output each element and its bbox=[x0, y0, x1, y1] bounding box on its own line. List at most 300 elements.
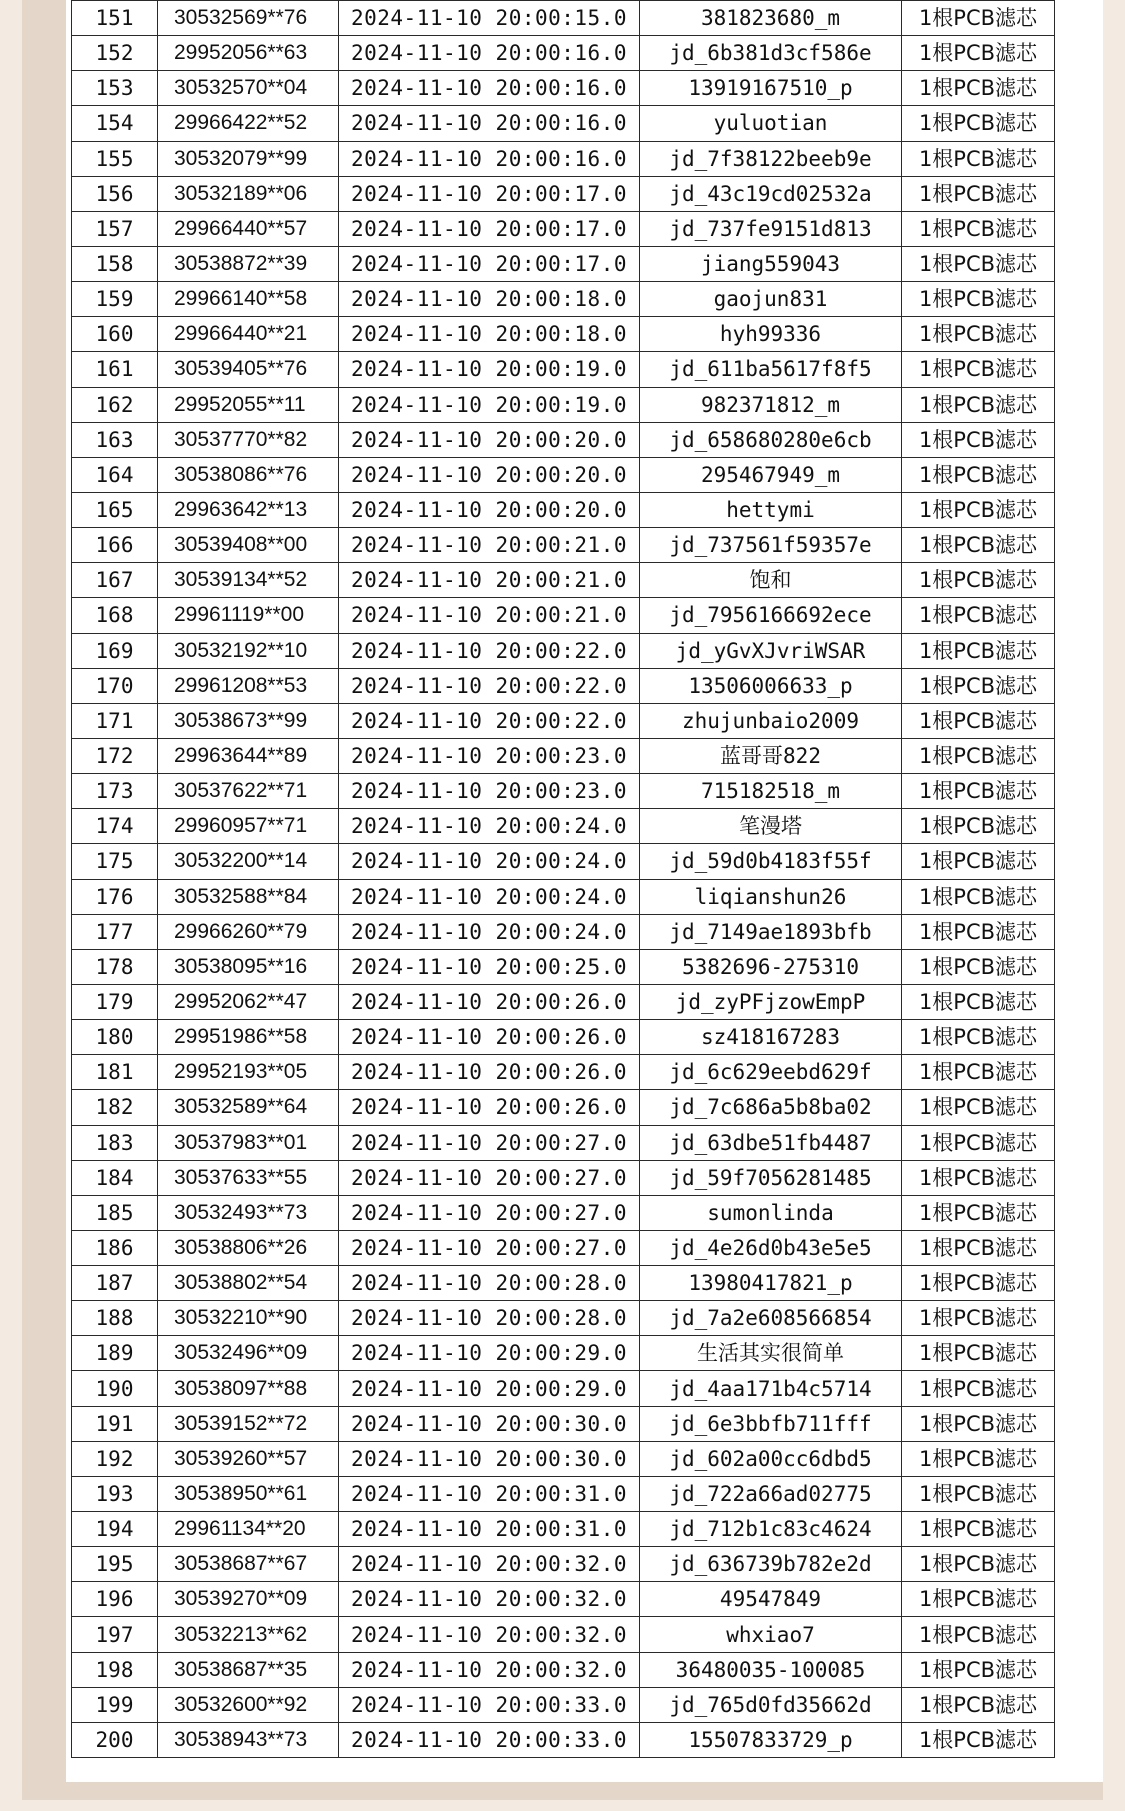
win-time-cell: 2024-11-10 20:00:26.0 bbox=[339, 1055, 640, 1090]
win-time-cell: 2024-11-10 20:00:32.0 bbox=[339, 1652, 640, 1687]
prize-cell: 1根PCB滤芯 bbox=[902, 879, 1055, 914]
order-id-cell: 29966440**57 bbox=[158, 211, 339, 246]
order-id-cell: 29951986**58 bbox=[158, 1020, 339, 1055]
win-time-cell: 2024-11-10 20:00:24.0 bbox=[339, 844, 640, 879]
row-number-cell: 158 bbox=[72, 246, 158, 281]
win-time-cell: 2024-11-10 20:00:21.0 bbox=[339, 528, 640, 563]
order-id-cell: 30538950**61 bbox=[158, 1476, 339, 1511]
win-time-cell: 2024-11-10 20:00:16.0 bbox=[339, 36, 640, 71]
user-name-cell: sumonlinda bbox=[640, 1195, 902, 1230]
prize-cell: 1根PCB滤芯 bbox=[902, 1055, 1055, 1090]
order-id-cell: 30532493**73 bbox=[158, 1195, 339, 1230]
win-time-cell: 2024-11-10 20:00:22.0 bbox=[339, 633, 640, 668]
prize-cell: 1根PCB滤芯 bbox=[902, 1230, 1055, 1265]
user-name-cell: gaojun831 bbox=[640, 282, 902, 317]
order-id-cell: 30539408**00 bbox=[158, 528, 339, 563]
row-number-cell: 198 bbox=[72, 1652, 158, 1687]
prize-cell: 1根PCB滤芯 bbox=[902, 317, 1055, 352]
win-time-cell: 2024-11-10 20:00:27.0 bbox=[339, 1195, 640, 1230]
order-id-cell: 29961134**20 bbox=[158, 1512, 339, 1547]
row-number-cell: 181 bbox=[72, 1055, 158, 1090]
user-name-cell: 982371812_m bbox=[640, 387, 902, 422]
order-id-cell: 30532496**09 bbox=[158, 1336, 339, 1371]
order-id-cell: 30537770**82 bbox=[158, 422, 339, 457]
user-name-cell: jd_4aa171b4c5714 bbox=[640, 1371, 902, 1406]
row-number-cell: 156 bbox=[72, 176, 158, 211]
prize-cell: 1根PCB滤芯 bbox=[902, 598, 1055, 633]
prize-cell: 1根PCB滤芯 bbox=[902, 1547, 1055, 1582]
prize-cell: 1根PCB滤芯 bbox=[902, 1687, 1055, 1722]
prize-cell: 1根PCB滤芯 bbox=[902, 1195, 1055, 1230]
user-name-cell: 饱和 bbox=[640, 563, 902, 598]
prize-cell: 1根PCB滤芯 bbox=[902, 1652, 1055, 1687]
win-time-cell: 2024-11-10 20:00:20.0 bbox=[339, 492, 640, 527]
win-time-cell: 2024-11-10 20:00:20.0 bbox=[339, 457, 640, 492]
user-name-cell: jd_zyPFjzowEmpP bbox=[640, 984, 902, 1019]
row-number-cell: 151 bbox=[72, 1, 158, 36]
prize-cell: 1根PCB滤芯 bbox=[902, 844, 1055, 879]
user-name-cell: yuluotian bbox=[640, 106, 902, 141]
table-row bbox=[72, 633, 1055, 668]
user-name-cell: jd_7a2e608566854 bbox=[640, 1301, 902, 1336]
win-time-cell: 2024-11-10 20:00:27.0 bbox=[339, 1230, 640, 1265]
win-time-cell: 2024-11-10 20:00:26.0 bbox=[339, 1090, 640, 1125]
prize-cell: 1根PCB滤芯 bbox=[902, 949, 1055, 984]
win-time-cell: 2024-11-10 20:00:18.0 bbox=[339, 317, 640, 352]
win-time-cell: 2024-11-10 20:00:32.0 bbox=[339, 1617, 640, 1652]
table-row bbox=[72, 528, 1055, 563]
row-number-cell: 174 bbox=[72, 809, 158, 844]
win-time-cell: 2024-11-10 20:00:32.0 bbox=[339, 1547, 640, 1582]
prize-cell: 1根PCB滤芯 bbox=[902, 457, 1055, 492]
table-row bbox=[72, 563, 1055, 598]
order-id-cell: 29952056**63 bbox=[158, 36, 339, 71]
user-name-cell: jd_6c629eebd629f bbox=[640, 1055, 902, 1090]
table-row bbox=[72, 106, 1055, 141]
prize-cell: 1根PCB滤芯 bbox=[902, 914, 1055, 949]
table-row bbox=[72, 949, 1055, 984]
table-row bbox=[72, 844, 1055, 879]
user-name-cell: jd_636739b782e2d bbox=[640, 1547, 902, 1582]
user-name-cell: jd_6b381d3cf586e bbox=[640, 36, 902, 71]
row-number-cell: 192 bbox=[72, 1441, 158, 1476]
win-time-cell: 2024-11-10 20:00:27.0 bbox=[339, 1160, 640, 1195]
user-name-cell: 13506006633_p bbox=[640, 668, 902, 703]
row-number-cell: 199 bbox=[72, 1687, 158, 1722]
win-time-cell: 2024-11-10 20:00:33.0 bbox=[339, 1687, 640, 1722]
user-name-cell: 13919167510_p bbox=[640, 71, 902, 106]
row-number-cell: 197 bbox=[72, 1617, 158, 1652]
table-row bbox=[72, 1125, 1055, 1160]
prize-cell: 1根PCB滤芯 bbox=[902, 1722, 1055, 1757]
win-time-cell: 2024-11-10 20:00:22.0 bbox=[339, 703, 640, 738]
order-id-cell: 30538097**88 bbox=[158, 1371, 339, 1406]
order-id-cell: 30539260**57 bbox=[158, 1441, 339, 1476]
table-row bbox=[72, 774, 1055, 809]
win-time-cell: 2024-11-10 20:00:23.0 bbox=[339, 738, 640, 773]
win-time-cell: 2024-11-10 20:00:21.0 bbox=[339, 598, 640, 633]
order-id-cell: 30538806**26 bbox=[158, 1230, 339, 1265]
table-row bbox=[72, 211, 1055, 246]
user-name-cell: whxiao7 bbox=[640, 1617, 902, 1652]
order-id-cell: 30539270**09 bbox=[158, 1582, 339, 1617]
user-name-cell: jd_4e26d0b43e5e5 bbox=[640, 1230, 902, 1265]
user-name-cell: 13980417821_p bbox=[640, 1266, 902, 1301]
row-number-cell: 157 bbox=[72, 211, 158, 246]
table-row bbox=[72, 246, 1055, 281]
prize-cell: 1根PCB滤芯 bbox=[902, 1371, 1055, 1406]
prize-cell: 1根PCB滤芯 bbox=[902, 352, 1055, 387]
prize-cell: 1根PCB滤芯 bbox=[902, 703, 1055, 738]
table-row bbox=[72, 492, 1055, 527]
user-name-cell: 生活其实很简单 bbox=[640, 1336, 902, 1371]
row-number-cell: 169 bbox=[72, 633, 158, 668]
order-id-cell: 30538687**35 bbox=[158, 1652, 339, 1687]
user-name-cell: jd_43c19cd02532a bbox=[640, 176, 902, 211]
row-number-cell: 168 bbox=[72, 598, 158, 633]
prize-cell: 1根PCB滤芯 bbox=[902, 1476, 1055, 1511]
prize-cell: 1根PCB滤芯 bbox=[902, 1266, 1055, 1301]
prize-cell: 1根PCB滤芯 bbox=[902, 422, 1055, 457]
prize-cell: 1根PCB滤芯 bbox=[902, 1406, 1055, 1441]
row-number-cell: 188 bbox=[72, 1301, 158, 1336]
win-time-cell: 2024-11-10 20:00:31.0 bbox=[339, 1476, 640, 1511]
table-row bbox=[72, 387, 1055, 422]
win-time-cell: 2024-11-10 20:00:17.0 bbox=[339, 246, 640, 281]
prize-cell: 1根PCB滤芯 bbox=[902, 774, 1055, 809]
row-number-cell: 196 bbox=[72, 1582, 158, 1617]
prize-cell: 1根PCB滤芯 bbox=[902, 387, 1055, 422]
prize-cell: 1根PCB滤芯 bbox=[902, 1582, 1055, 1617]
table-row bbox=[72, 352, 1055, 387]
user-name-cell: jd_765d0fd35662d bbox=[640, 1687, 902, 1722]
row-number-cell: 160 bbox=[72, 317, 158, 352]
prize-cell: 1根PCB滤芯 bbox=[902, 1441, 1055, 1476]
win-time-cell: 2024-11-10 20:00:17.0 bbox=[339, 211, 640, 246]
order-id-cell: 30532079**99 bbox=[158, 141, 339, 176]
order-id-cell: 29952193**05 bbox=[158, 1055, 339, 1090]
table-row bbox=[72, 176, 1055, 211]
row-number-cell: 162 bbox=[72, 387, 158, 422]
order-id-cell: 29963644**89 bbox=[158, 738, 339, 773]
prize-cell: 1根PCB滤芯 bbox=[902, 246, 1055, 281]
table-row bbox=[72, 1406, 1055, 1441]
order-id-cell: 30539405**76 bbox=[158, 352, 339, 387]
prize-cell: 1根PCB滤芯 bbox=[902, 492, 1055, 527]
win-time-cell: 2024-11-10 20:00:26.0 bbox=[339, 1020, 640, 1055]
row-number-cell: 170 bbox=[72, 668, 158, 703]
order-id-cell: 30539152**72 bbox=[158, 1406, 339, 1441]
row-number-cell: 194 bbox=[72, 1512, 158, 1547]
win-time-cell: 2024-11-10 20:00:23.0 bbox=[339, 774, 640, 809]
win-time-cell: 2024-11-10 20:00:17.0 bbox=[339, 176, 640, 211]
table-row bbox=[72, 1582, 1055, 1617]
win-time-cell: 2024-11-10 20:00:16.0 bbox=[339, 141, 640, 176]
prize-cell: 1根PCB滤芯 bbox=[902, 71, 1055, 106]
row-number-cell: 161 bbox=[72, 352, 158, 387]
table-row bbox=[72, 1687, 1055, 1722]
order-id-cell: 30539134**52 bbox=[158, 563, 339, 598]
user-name-cell: jd_7c686a5b8ba02 bbox=[640, 1090, 902, 1125]
row-number-cell: 189 bbox=[72, 1336, 158, 1371]
prize-cell: 1根PCB滤芯 bbox=[902, 1, 1055, 36]
prize-cell: 1根PCB滤芯 bbox=[902, 1020, 1055, 1055]
order-id-cell: 30532588**84 bbox=[158, 879, 339, 914]
win-time-cell: 2024-11-10 20:00:30.0 bbox=[339, 1441, 640, 1476]
user-name-cell: hettymi bbox=[640, 492, 902, 527]
prize-cell: 1根PCB滤芯 bbox=[902, 1512, 1055, 1547]
order-id-cell: 30532210**90 bbox=[158, 1301, 339, 1336]
prize-cell: 1根PCB滤芯 bbox=[902, 1617, 1055, 1652]
order-id-cell: 29966440**21 bbox=[158, 317, 339, 352]
order-id-cell: 29952062**47 bbox=[158, 984, 339, 1019]
prize-cell: 1根PCB滤芯 bbox=[902, 1301, 1055, 1336]
row-number-cell: 183 bbox=[72, 1125, 158, 1160]
order-id-cell: 29963642**13 bbox=[158, 492, 339, 527]
prize-cell: 1根PCB滤芯 bbox=[902, 668, 1055, 703]
table-row bbox=[72, 703, 1055, 738]
user-name-cell: 295467949_m bbox=[640, 457, 902, 492]
win-time-cell: 2024-11-10 20:00:19.0 bbox=[339, 352, 640, 387]
order-id-cell: 29966422**52 bbox=[158, 106, 339, 141]
user-name-cell: jiang559043 bbox=[640, 246, 902, 281]
user-name-cell: jd_7149ae1893bfb bbox=[640, 914, 902, 949]
table-row bbox=[72, 141, 1055, 176]
order-id-cell: 30538802**54 bbox=[158, 1266, 339, 1301]
table-row bbox=[72, 1441, 1055, 1476]
row-number-cell: 180 bbox=[72, 1020, 158, 1055]
row-number-cell: 182 bbox=[72, 1090, 158, 1125]
prize-cell: 1根PCB滤芯 bbox=[902, 176, 1055, 211]
order-id-cell: 30532589**64 bbox=[158, 1090, 339, 1125]
row-number-cell: 186 bbox=[72, 1230, 158, 1265]
table-row bbox=[72, 1617, 1055, 1652]
prize-cell: 1根PCB滤芯 bbox=[902, 141, 1055, 176]
prize-cell: 1根PCB滤芯 bbox=[902, 36, 1055, 71]
row-number-cell: 177 bbox=[72, 914, 158, 949]
order-id-cell: 30532600**92 bbox=[158, 1687, 339, 1722]
win-time-cell: 2024-11-10 20:00:33.0 bbox=[339, 1722, 640, 1757]
row-number-cell: 187 bbox=[72, 1266, 158, 1301]
table-row bbox=[72, 1230, 1055, 1265]
row-number-cell: 191 bbox=[72, 1406, 158, 1441]
prize-cell: 1根PCB滤芯 bbox=[902, 563, 1055, 598]
row-number-cell: 163 bbox=[72, 422, 158, 457]
row-number-cell: 172 bbox=[72, 738, 158, 773]
winner-table-body bbox=[72, 1, 1055, 1758]
win-time-cell: 2024-11-10 20:00:29.0 bbox=[339, 1371, 640, 1406]
win-time-cell: 2024-11-10 20:00:29.0 bbox=[339, 1336, 640, 1371]
row-number-cell: 190 bbox=[72, 1371, 158, 1406]
row-number-cell: 171 bbox=[72, 703, 158, 738]
table-row bbox=[72, 1, 1055, 36]
prize-cell: 1根PCB滤芯 bbox=[902, 633, 1055, 668]
table-row bbox=[72, 1266, 1055, 1301]
win-time-cell: 2024-11-10 20:00:28.0 bbox=[339, 1301, 640, 1336]
table-row bbox=[72, 317, 1055, 352]
table-row bbox=[72, 1547, 1055, 1582]
table-row bbox=[72, 1722, 1055, 1757]
table-row bbox=[72, 738, 1055, 773]
user-name-cell: 笔漫塔 bbox=[640, 809, 902, 844]
order-id-cell: 29966260**79 bbox=[158, 914, 339, 949]
row-number-cell: 155 bbox=[72, 141, 158, 176]
user-name-cell: jd_7f38122beeb9e bbox=[640, 141, 902, 176]
prize-cell: 1根PCB滤芯 bbox=[902, 528, 1055, 563]
win-time-cell: 2024-11-10 20:00:15.0 bbox=[339, 1, 640, 36]
win-time-cell: 2024-11-10 20:00:28.0 bbox=[339, 1266, 640, 1301]
prize-cell: 1根PCB滤芯 bbox=[902, 1160, 1055, 1195]
row-number-cell: 176 bbox=[72, 879, 158, 914]
user-name-cell: jd_737fe9151d813 bbox=[640, 211, 902, 246]
user-name-cell: 15507833729_p bbox=[640, 1722, 902, 1757]
win-time-cell: 2024-11-10 20:00:27.0 bbox=[339, 1125, 640, 1160]
table-row bbox=[72, 1336, 1055, 1371]
user-name-cell: jd_59f7056281485 bbox=[640, 1160, 902, 1195]
table-row bbox=[72, 668, 1055, 703]
order-id-cell: 29952055**11 bbox=[158, 387, 339, 422]
row-number-cell: 185 bbox=[72, 1195, 158, 1230]
user-name-cell: jd_59d0b4183f55f bbox=[640, 844, 902, 879]
table-row bbox=[72, 422, 1055, 457]
win-time-cell: 2024-11-10 20:00:22.0 bbox=[339, 668, 640, 703]
user-name-cell: jd_611ba5617f8f5 bbox=[640, 352, 902, 387]
table-row bbox=[72, 598, 1055, 633]
win-time-cell: 2024-11-10 20:00:31.0 bbox=[339, 1512, 640, 1547]
order-id-cell: 30537633**55 bbox=[158, 1160, 339, 1195]
prize-cell: 1根PCB滤芯 bbox=[902, 106, 1055, 141]
row-number-cell: 153 bbox=[72, 71, 158, 106]
win-time-cell: 2024-11-10 20:00:18.0 bbox=[339, 282, 640, 317]
order-id-cell: 30538687**67 bbox=[158, 1547, 339, 1582]
order-id-cell: 30538095**16 bbox=[158, 949, 339, 984]
win-time-cell: 2024-11-10 20:00:25.0 bbox=[339, 949, 640, 984]
row-number-cell: 175 bbox=[72, 844, 158, 879]
user-name-cell: zhujunbaio2009 bbox=[640, 703, 902, 738]
table-row bbox=[72, 1476, 1055, 1511]
user-name-cell: hyh99336 bbox=[640, 317, 902, 352]
order-id-cell: 30532200**14 bbox=[158, 844, 339, 879]
order-id-cell: 30532189**06 bbox=[158, 176, 339, 211]
prize-cell: 1根PCB滤芯 bbox=[902, 1125, 1055, 1160]
row-number-cell: 165 bbox=[72, 492, 158, 527]
user-name-cell: 49547849 bbox=[640, 1582, 902, 1617]
row-number-cell: 193 bbox=[72, 1476, 158, 1511]
order-id-cell: 30532192**10 bbox=[158, 633, 339, 668]
order-id-cell: 29960957**71 bbox=[158, 809, 339, 844]
row-number-cell: 179 bbox=[72, 984, 158, 1019]
prize-cell: 1根PCB滤芯 bbox=[902, 984, 1055, 1019]
row-number-cell: 159 bbox=[72, 282, 158, 317]
order-id-cell: 29966140**58 bbox=[158, 282, 339, 317]
table-row bbox=[72, 1301, 1055, 1336]
row-number-cell: 167 bbox=[72, 563, 158, 598]
table-row bbox=[72, 71, 1055, 106]
user-name-cell: 蓝哥哥822 bbox=[640, 738, 902, 773]
win-time-cell: 2024-11-10 20:00:20.0 bbox=[339, 422, 640, 457]
user-name-cell: sz418167283 bbox=[640, 1020, 902, 1055]
win-time-cell: 2024-11-10 20:00:24.0 bbox=[339, 809, 640, 844]
win-time-cell: 2024-11-10 20:00:30.0 bbox=[339, 1406, 640, 1441]
table-row bbox=[72, 984, 1055, 1019]
user-name-cell: jd_658680280e6cb bbox=[640, 422, 902, 457]
win-time-cell: 2024-11-10 20:00:26.0 bbox=[339, 984, 640, 1019]
order-id-cell: 30532569**76 bbox=[158, 1, 339, 36]
row-number-cell: 152 bbox=[72, 36, 158, 71]
prize-cell: 1根PCB滤芯 bbox=[902, 282, 1055, 317]
user-name-cell: jd_712b1c83c4624 bbox=[640, 1512, 902, 1547]
row-number-cell: 166 bbox=[72, 528, 158, 563]
order-id-cell: 30532570**04 bbox=[158, 71, 339, 106]
table-row bbox=[72, 1090, 1055, 1125]
order-id-cell: 30532213**62 bbox=[158, 1617, 339, 1652]
order-id-cell: 30537622**71 bbox=[158, 774, 339, 809]
table-row bbox=[72, 914, 1055, 949]
prize-cell: 1根PCB滤芯 bbox=[902, 1336, 1055, 1371]
table-row bbox=[72, 1160, 1055, 1195]
win-time-cell: 2024-11-10 20:00:32.0 bbox=[339, 1582, 640, 1617]
user-name-cell: 381823680_m bbox=[640, 1, 902, 36]
table-row bbox=[72, 809, 1055, 844]
row-number-cell: 173 bbox=[72, 774, 158, 809]
order-id-cell: 30538943**73 bbox=[158, 1722, 339, 1757]
table-row bbox=[72, 1020, 1055, 1055]
prize-cell: 1根PCB滤芯 bbox=[902, 738, 1055, 773]
row-number-cell: 154 bbox=[72, 106, 158, 141]
order-id-cell: 30538673**99 bbox=[158, 703, 339, 738]
row-number-cell: 200 bbox=[72, 1722, 158, 1757]
user-name-cell: jd_yGvXJvriWSAR bbox=[640, 633, 902, 668]
user-name-cell: 36480035-100085 bbox=[640, 1652, 902, 1687]
table-row bbox=[72, 36, 1055, 71]
row-number-cell: 184 bbox=[72, 1160, 158, 1195]
table-row bbox=[72, 1371, 1055, 1406]
user-name-cell: 715182518_m bbox=[640, 774, 902, 809]
table-row bbox=[72, 282, 1055, 317]
table-row bbox=[72, 457, 1055, 492]
user-name-cell: jd_722a66ad02775 bbox=[640, 1476, 902, 1511]
table-row bbox=[72, 1652, 1055, 1687]
table-row bbox=[72, 1512, 1055, 1547]
win-time-cell: 2024-11-10 20:00:16.0 bbox=[339, 106, 640, 141]
order-id-cell: 29961208**53 bbox=[158, 668, 339, 703]
user-name-cell: 5382696-275310 bbox=[640, 949, 902, 984]
user-name-cell: jd_63dbe51fb4487 bbox=[640, 1125, 902, 1160]
winner-table bbox=[71, 0, 1055, 1758]
row-number-cell: 178 bbox=[72, 949, 158, 984]
win-time-cell: 2024-11-10 20:00:21.0 bbox=[339, 563, 640, 598]
row-number-cell: 164 bbox=[72, 457, 158, 492]
user-name-cell: jd_737561f59357e bbox=[640, 528, 902, 563]
table-row bbox=[72, 1055, 1055, 1090]
win-time-cell: 2024-11-10 20:00:24.0 bbox=[339, 879, 640, 914]
table-row bbox=[72, 1195, 1055, 1230]
prize-cell: 1根PCB滤芯 bbox=[902, 211, 1055, 246]
win-time-cell: 2024-11-10 20:00:19.0 bbox=[339, 387, 640, 422]
order-id-cell: 29961119**00 bbox=[158, 598, 339, 633]
table-row bbox=[72, 879, 1055, 914]
win-time-cell: 2024-11-10 20:00:16.0 bbox=[339, 71, 640, 106]
user-name-cell: liqianshun26 bbox=[640, 879, 902, 914]
user-name-cell: jd_7956166692ece bbox=[640, 598, 902, 633]
win-time-cell: 2024-11-10 20:00:24.0 bbox=[339, 914, 640, 949]
prize-cell: 1根PCB滤芯 bbox=[902, 809, 1055, 844]
user-name-cell: jd_602a00cc6dbd5 bbox=[640, 1441, 902, 1476]
order-id-cell: 30537983**01 bbox=[158, 1125, 339, 1160]
order-id-cell: 30538872**39 bbox=[158, 246, 339, 281]
row-number-cell: 195 bbox=[72, 1547, 158, 1582]
user-name-cell: jd_6e3bbfb711fff bbox=[640, 1406, 902, 1441]
